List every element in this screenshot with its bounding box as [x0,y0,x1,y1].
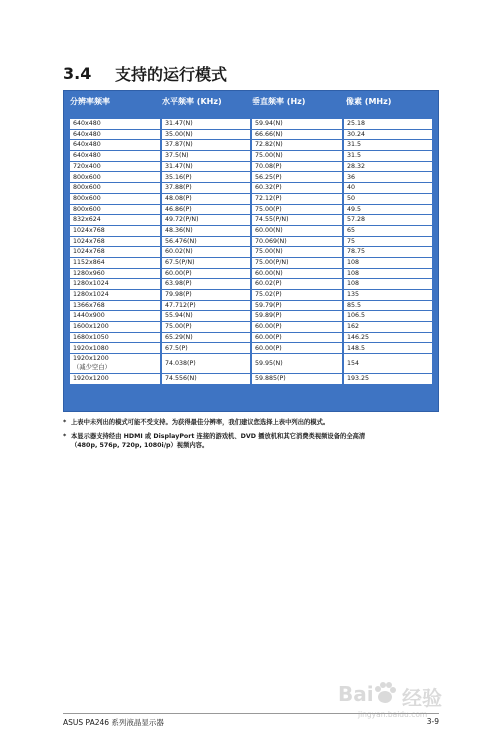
header-pixel-clock: 像素 (MHz) [346,97,392,106]
section-title [63,62,443,84]
paw-icon [372,680,398,706]
cell-pixel-clock: 25.18 [344,119,432,129]
cell-vertical-freq: 75.00(P/N) [252,258,342,268]
note-bullet: * [63,419,67,426]
cell-horizontal-freq: 74.556(N) [162,374,250,384]
cell-horizontal-freq: 79.98(P) [162,290,250,300]
table-row [70,236,432,247]
cell-vertical-freq: 59.79(P) [252,301,342,311]
header-horizontal-freq: 水平频率 (KHz) [162,97,222,106]
cell-pixel-clock: 31.5 [344,140,432,150]
cell-vertical-freq: 56.25(P) [252,172,342,182]
table-row [70,332,432,343]
cell-vertical-freq: 66.66(N) [252,130,342,140]
cell-pixel-clock: 28.32 [344,162,432,172]
cell-resolution: 1600x1200 [70,322,160,332]
cell-horizontal-freq: 37.88(P) [162,183,250,193]
cell-horizontal-freq: 60.02(N) [162,247,250,257]
cell-resolution: 800x600 [70,183,160,193]
cell-resolution: 1440x900 [70,311,160,321]
cell-horizontal-freq: 56.476(N) [162,237,250,247]
table-row [70,193,432,204]
cell-vertical-freq: 60.00(N) [252,226,342,236]
cell-pixel-clock: 108 [344,269,432,279]
table-row [70,353,432,373]
cell-vertical-freq: 75.00(N) [252,151,342,161]
table-row [70,150,432,161]
cell-pixel-clock: 40 [344,183,432,193]
cell-vertical-freq: 59.89(P) [252,311,342,321]
table-row [70,204,432,215]
cell-vertical-freq: 75.02(P) [252,290,342,300]
cell-pixel-clock: 193.25 [344,374,432,384]
cell-vertical-freq: 59.94(N) [252,119,342,129]
cell-resolution: 1024x768 [70,237,160,247]
cell-pixel-clock: 50 [344,194,432,204]
cell-horizontal-freq: 46.86(P) [162,205,250,215]
cell-horizontal-freq: 37.5(N) [162,151,250,161]
cell-resolution: 1366x768 [70,301,160,311]
cell-pixel-clock: 65 [344,226,432,236]
watermark-url: jingyan.baidu.com [358,710,428,719]
cell-pixel-clock: 106.5 [344,311,432,321]
table-row [70,129,432,140]
cell-horizontal-freq: 49.72(P/N) [162,215,250,225]
cell-vertical-freq: 60.00(P) [252,322,342,332]
cell-pixel-clock: 108 [344,279,432,289]
table-row [70,268,432,279]
cell-pixel-clock: 30.24 [344,130,432,140]
table-row [70,171,432,182]
cell-horizontal-freq: 60.00(P) [162,269,250,279]
cell-resolution: 1680x1050 [70,333,160,343]
cell-vertical-freq: 74.55(P/N) [252,215,342,225]
cell-pixel-clock: 85.5 [344,301,432,311]
section-heading: 支持的运行模式 [115,64,228,84]
cell-resolution: 1280x1024 [70,290,160,300]
display-modes-table [63,90,439,412]
section-number: 3.4 [63,63,92,83]
cell-vertical-freq: 60.00(P) [252,333,342,343]
cell-vertical-freq: 60.32(P) [252,183,342,193]
cell-vertical-freq: 60.00(P) [252,343,342,353]
cell-horizontal-freq: 67.5(P) [162,343,250,353]
header-vertical-freq: 垂直频率 (Hz) [252,97,306,106]
table-row [70,300,432,311]
note-unlisted-modes [63,418,439,428]
cell-resolution: 1152x864 [70,258,160,268]
cell-vertical-freq: 59.95(N) [252,354,342,373]
header-resolution: 分辨率频率 [70,97,110,106]
table-row [70,246,432,257]
cell-resolution: 800x600 [70,172,160,182]
cell-resolution: 640x480 [70,130,160,140]
cell-horizontal-freq: 48.08(P) [162,194,250,204]
baidu-watermark [338,678,498,738]
cell-pixel-clock: 36 [344,172,432,182]
cell-pixel-clock: 154 [344,354,432,373]
note-text-line2: （480p, 576p, 720p, 1080i/p）视频内容。 [71,442,209,449]
cell-vertical-freq: 72.82(N) [252,140,342,150]
cell-horizontal-freq: 31.47(N) [162,119,250,129]
note-text-line1: 本显示器支持经由 HDMI 或 DisplayPort 连接的游戏机、DVD 播放机和其它消费类视频设备的全高清 [71,432,366,440]
cell-pixel-clock: 108 [344,258,432,268]
cell-horizontal-freq: 37.87(N) [162,140,250,150]
cell-pixel-clock: 148.5 [344,343,432,353]
cell-pixel-clock: 49.5 [344,205,432,215]
table-row [70,278,432,289]
cell-horizontal-freq: 35.16(P) [162,172,250,182]
cell-vertical-freq: 70.069(N) [252,237,342,247]
footer-product-name: ASUS PA246 系列液晶显示器 [63,718,164,727]
cell-horizontal-freq: 55.94(N) [162,311,250,321]
cell-pixel-clock: 75 [344,237,432,247]
cell-vertical-freq: 75.00(N) [252,247,342,257]
table-row [70,310,432,321]
table-row [70,321,432,332]
cell-resolution: 720x400 [70,162,160,172]
cell-resolution-note: （减少空白） [73,363,111,371]
table-row [70,373,432,384]
cell-vertical-freq: 60.02(P) [252,279,342,289]
cell-resolution-value: 1920x1200 [73,355,109,363]
table-row [70,289,432,300]
cell-pixel-clock: 57.28 [344,215,432,225]
cell-horizontal-freq: 47.712(P) [162,301,250,311]
table-row [70,257,432,268]
cell-horizontal-freq: 48.36(N) [162,226,250,236]
cell-horizontal-freq: 75.00(P) [162,322,250,332]
notes [63,418,439,455]
cell-resolution [70,354,160,373]
cell-resolution: 1920x1200 [70,374,160,384]
cell-pixel-clock: 135 [344,290,432,300]
cell-resolution: 640x480 [70,151,160,161]
table-row [70,225,432,236]
cell-pixel-clock: 78.75 [344,247,432,257]
cell-horizontal-freq: 74.038(P) [162,354,250,373]
cell-resolution: 800x600 [70,205,160,215]
cell-resolution: 640x480 [70,140,160,150]
cell-horizontal-freq: 67.5(P/N) [162,258,250,268]
table-row [70,214,432,225]
note-bullet: * [63,432,67,440]
cell-vertical-freq: 70.08(P) [252,162,342,172]
cell-vertical-freq: 59.885(P) [252,374,342,384]
cell-pixel-clock: 31.5 [344,151,432,161]
table-row [70,161,432,172]
watermark-text-bai: Bai [338,682,374,706]
cell-pixel-clock: 146.25 [344,333,432,343]
note-text: 上表中未列出的模式可能不受支持。为获得最佳分辨率，我们建议您选择上表中列出的模式。 [71,419,330,426]
cell-pixel-clock: 162 [344,322,432,332]
table-header [64,91,438,112]
cell-resolution: 832x624 [70,215,160,225]
cell-horizontal-freq: 31.47(N) [162,162,250,172]
table-row [70,139,432,150]
cell-resolution: 1280x1024 [70,279,160,289]
cell-resolution: 640x480 [70,119,160,129]
cell-vertical-freq: 72.12(P) [252,194,342,204]
cell-horizontal-freq: 65.29(N) [162,333,250,343]
note-hdmi-support [63,432,439,451]
watermark-text-jingyan: 经验 [402,686,442,710]
table-row [70,182,432,193]
cell-resolution: 800x600 [70,194,160,204]
cell-horizontal-freq: 63.98(P) [162,279,250,289]
cell-resolution: 1024x768 [70,247,160,257]
cell-horizontal-freq: 35.00(N) [162,130,250,140]
table-row [70,118,432,129]
cell-resolution: 1920x1080 [70,343,160,353]
footer-page-number: 3-9 [426,717,439,726]
cell-vertical-freq: 60.00(N) [252,269,342,279]
page-footer [63,713,439,728]
cell-resolution: 1280x960 [70,269,160,279]
table-row [70,342,432,353]
cell-vertical-freq: 75.00(P) [252,205,342,215]
table-body [70,118,432,384]
cell-resolution: 1024x768 [70,226,160,236]
